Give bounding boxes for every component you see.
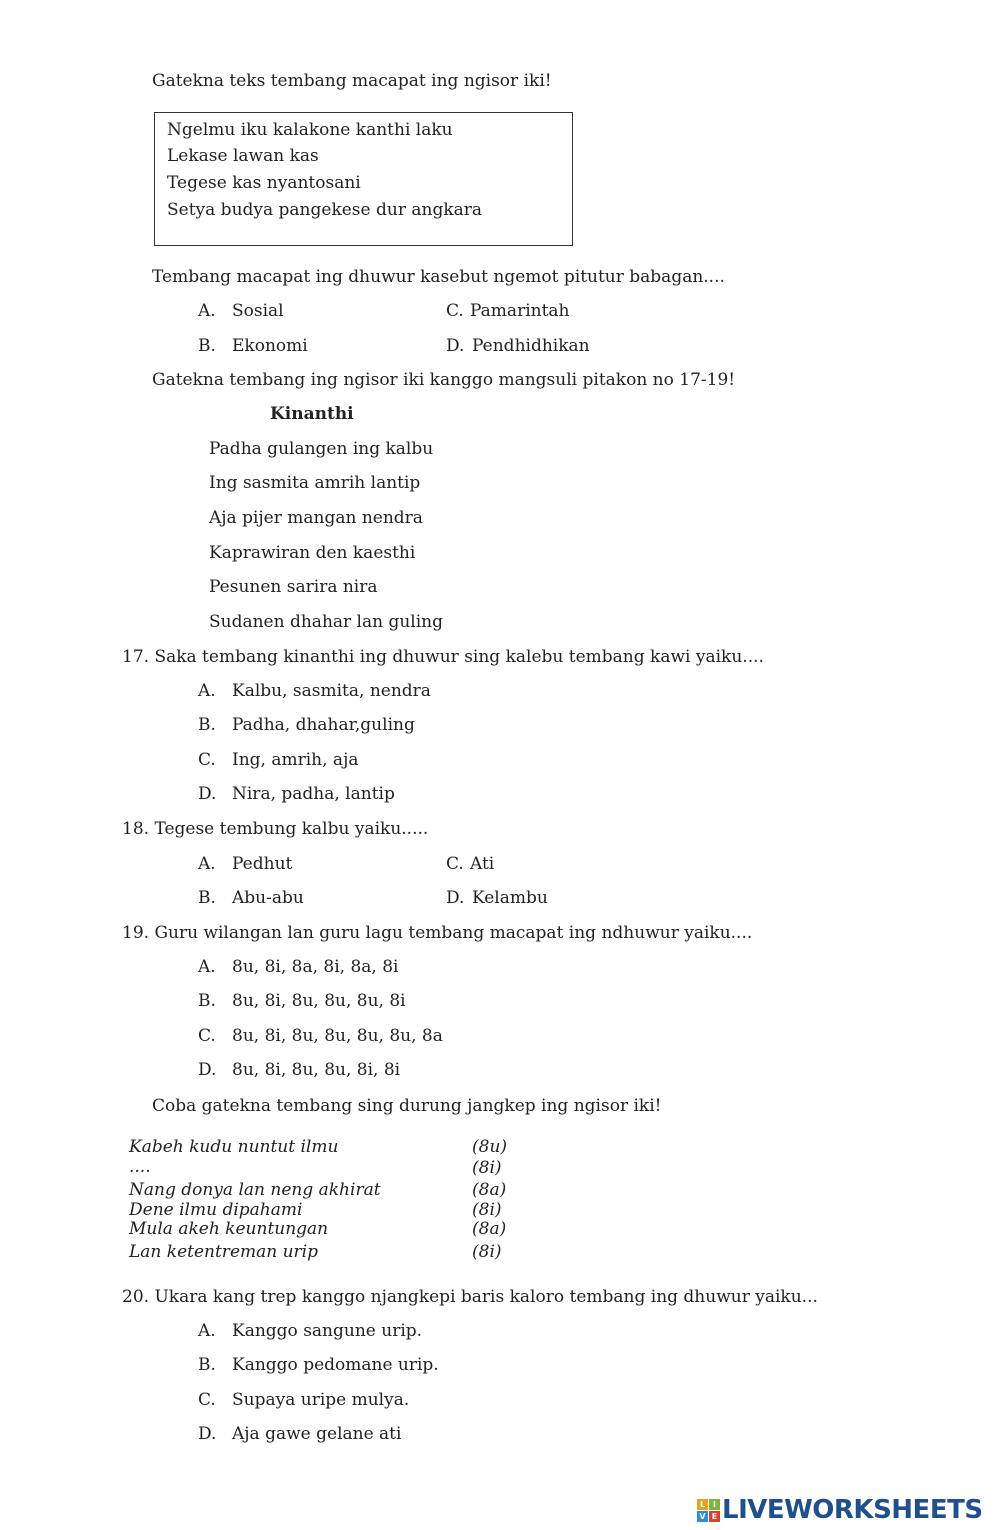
- logo-cubes-icon: [697, 1499, 720, 1522]
- option-c[interactable]: 8u, 8i, 8u, 8u, 8u, 8u, 8a: [232, 1026, 443, 1046]
- option-letter: C.: [446, 854, 464, 874]
- option-b[interactable]: Padha, dhahar,guling: [232, 715, 415, 735]
- option-a[interactable]: 8u, 8i, 8a, 8i, 8a, 8i: [232, 957, 399, 977]
- option-letter: D.: [446, 336, 465, 356]
- instruction-text: Gatekna teks tembang macapat ing ngisor iki!: [152, 71, 552, 91]
- instruction-text: Coba gatekna tembang sing durung jangkep ing ngisor iki!: [152, 1096, 662, 1116]
- liveworksheets-logo[interactable]: [697, 1494, 983, 1526]
- option-letter: A.: [198, 301, 216, 321]
- option-b[interactable]: Ekonomi: [232, 336, 308, 356]
- logo-cube: L: [697, 1499, 708, 1510]
- poem-code: (8a): [472, 1219, 507, 1239]
- option-c[interactable]: Ing, amrih, aja: [232, 750, 359, 770]
- option-letter: D.: [198, 784, 217, 804]
- poem-code: (8i): [472, 1200, 502, 1220]
- logo-cube: E: [709, 1511, 720, 1522]
- option-a[interactable]: Pedhut: [232, 854, 293, 874]
- option-letter: B.: [198, 336, 216, 356]
- poem-line: Dene ilmu dipahami: [129, 1200, 303, 1220]
- option-b[interactable]: Abu-abu: [232, 888, 304, 908]
- option-letter: A.: [198, 681, 216, 701]
- option-letter: A.: [198, 957, 216, 977]
- poem-code: (8a): [472, 1180, 507, 1200]
- question-16: Tembang macapat ing dhuwur kasebut ngemot pitutur babagan....: [152, 267, 725, 287]
- option-letter: C.: [446, 301, 464, 321]
- poem-title: Kinanthi: [270, 404, 354, 424]
- poem-line: ....: [129, 1157, 151, 1177]
- option-letter: D.: [446, 888, 465, 908]
- logo-text: LIVEWORKSHEETS: [722, 1495, 983, 1525]
- poem-line: Kabeh kudu nuntut ilmu: [129, 1137, 339, 1157]
- logo-cube: V: [697, 1511, 708, 1522]
- option-a[interactable]: Sosial: [232, 301, 284, 321]
- option-d[interactable]: Kelambu: [472, 888, 548, 908]
- option-c[interactable]: Pamarintah: [470, 301, 570, 321]
- option-letter: D.: [198, 1424, 217, 1444]
- poem-code: (8i): [472, 1242, 502, 1262]
- poem-line: Lan ketentreman urip: [129, 1242, 319, 1262]
- question-18: 18. Tegese tembung kalbu yaiku.....: [122, 819, 429, 839]
- option-letter: C.: [198, 750, 216, 770]
- option-letter: A.: [198, 1321, 216, 1341]
- option-letter: C.: [198, 1390, 216, 1410]
- poem-line: Kaprawiran den kaesthi: [209, 543, 416, 563]
- option-letter: C.: [198, 1026, 216, 1046]
- poem-line: Ngelmu iku kalakone kanthi laku: [167, 120, 453, 140]
- option-letter: B.: [198, 715, 216, 735]
- poem-line: Mula akeh keuntungan: [129, 1219, 329, 1239]
- option-d[interactable]: Nira, padha, lantip: [232, 784, 395, 804]
- poem-line: Padha gulangen ing kalbu: [209, 439, 434, 459]
- option-letter: B.: [198, 888, 216, 908]
- option-a[interactable]: Kanggo sangune urip.: [232, 1321, 423, 1341]
- option-a[interactable]: Kalbu, sasmita, nendra: [232, 681, 431, 701]
- option-letter: B.: [198, 1355, 216, 1375]
- question-20: 20. Ukara kang trep kanggo njangkepi baris kaloro tembang ing dhuwur yaiku...: [122, 1287, 818, 1307]
- poem-line: Sudanen dhahar lan guling: [209, 612, 444, 632]
- option-c[interactable]: Supaya uripe mulya.: [232, 1390, 410, 1410]
- poem-line: Tegese kas nyantosani: [167, 173, 361, 193]
- option-b[interactable]: Kanggo pedomane urip.: [232, 1355, 439, 1375]
- question-17: 17. Saka tembang kinanthi ing dhuwur sing kalebu tembang kawi yaiku....: [122, 647, 764, 667]
- poem-code: (8u): [472, 1137, 508, 1157]
- logo-cube: I: [709, 1499, 720, 1510]
- poem-code: (8i): [472, 1158, 502, 1178]
- option-letter: A.: [198, 854, 216, 874]
- instruction-text: Gatekna tembang ing ngisor iki kanggo mangsuli pitakon no 17-19!: [152, 370, 736, 390]
- poem-line: Setya budya pangekese dur angkara: [167, 200, 483, 220]
- option-c[interactable]: Ati: [470, 854, 495, 874]
- option-d[interactable]: Pendhidhikan: [472, 336, 590, 356]
- poem-line: Ing sasmita amrih lantip: [209, 473, 421, 493]
- option-d[interactable]: Aja gawe gelane ati: [232, 1424, 402, 1444]
- question-19: 19. Guru wilangan lan guru lagu tembang macapat ing ndhuwur yaiku....: [122, 923, 753, 943]
- poem-line: Aja pijer mangan nendra: [209, 508, 423, 528]
- poem-line: Pesunen sarira nira: [209, 577, 378, 597]
- option-letter: B.: [198, 991, 216, 1011]
- poem-line: Lekase lawan kas: [167, 146, 319, 166]
- option-d[interactable]: 8u, 8i, 8u, 8u, 8i, 8i: [232, 1060, 401, 1080]
- option-letter: D.: [198, 1060, 217, 1080]
- option-b[interactable]: 8u, 8i, 8u, 8u, 8u, 8i: [232, 991, 406, 1011]
- poem-line: Nang donya lan neng akhirat: [129, 1180, 381, 1200]
